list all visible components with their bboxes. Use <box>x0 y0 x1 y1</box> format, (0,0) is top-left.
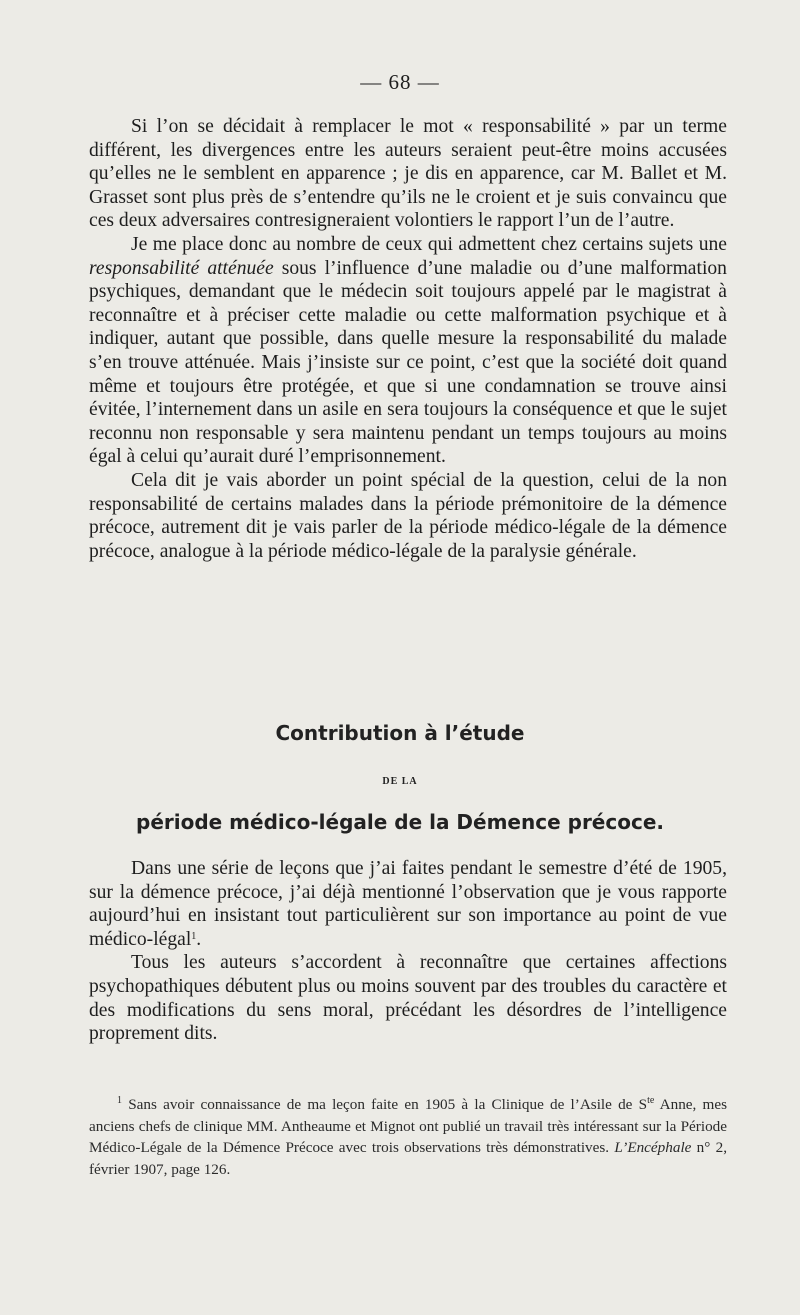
paragraph: Tous les auteurs s’accordent à reconnaître que certaines affections psychopathiques débutent plus ou moins souvent par des troubles du caractère et des modifications du sens moral, précédant les désordres de l’intelligence proprement dits. <box>89 952 727 1045</box>
section-heading-connector: DE LA <box>382 776 418 787</box>
paragraph-text: sous l’influence d’une maladie ou d’une malformation psychiques, demandant que le médecin soit toujours appelé par le magistrat à reconnaître et à préciser cette maladie ou cette malformation psychique et à indiquer, autant que possible, dans quelle mesure la responsabilité du malade s’en trouve atténuée. Mais j’insiste sur ce point, c’est que la société doit quand même et toujours être protégée, et que si une condamnation se trouve ainsi évitée, l’internement dans un asile en sera toujours la conséquence et que le sujet reconnu non responsable y sera maintenu pendant un temps toujours au moins égal à celui qu’aurait duré l’emprisonnement. <box>89 257 727 468</box>
footnote-marker: 1 <box>117 1095 122 1106</box>
paragraph-text: Je me place donc au nombre de ceux qui admettent chez certains sujets une <box>131 233 727 255</box>
italic-term: responsabilité atténuée <box>89 257 274 279</box>
body-text-top <box>89 115 727 563</box>
footnote-text: Anne, mes anciens chefs de clinique MM. Antheaume et Mignot ont publié un travail très intéressant sur la Période Médico-Légale de la Démence Précoce avec trois observations très démonstratives. <box>89 1096 727 1156</box>
paragraph: Si l’on se décidait à remplacer le mot « responsabilité » par un terme différent, les divergences entre les auteurs seraient peut-être moins accusées qu’elles ne le semblent en apparence ; je dis en apparence, car M. Ballet et M. Grasset sont plus près de s’entendre qu’ils ne le croient et je suis convaincu que ces deux adversaires contresigneraient volontiers le rapport l’un de l’autre. <box>89 116 727 232</box>
paragraph: Cela dit je vais aborder un point spécial de la question, celui de la non responsabilité de certains malades dans la période prémonitoire de la démence précoce, autrement dit je vais parler de la période médico-légale de la démence précoce, analogue à la période médico-légale de la paralysie générale. <box>89 469 727 562</box>
footnote-text: n° 2, février 1907, page 126. <box>89 1139 728 1178</box>
footnote <box>89 1094 727 1180</box>
journal-title: L’Encéphale <box>614 1139 692 1156</box>
paragraph <box>89 857 727 951</box>
footnote-reference[interactable]: 1 <box>191 930 197 942</box>
body-text-bottom <box>89 857 727 1046</box>
paragraph <box>89 233 727 469</box>
saint-abbreviation: te <box>647 1095 655 1106</box>
footnote-text: Sans avoir connaissance de ma leçon faite en 1905 à la Clinique de l’Asile de S <box>122 1096 648 1113</box>
section-heading: Contribution à l’étude <box>275 721 525 745</box>
section-subheading: période médico-légale de la Démence précoce. <box>136 810 664 834</box>
paragraph-text: Dans une série de leçons que j’ai faites pendant le semestre d’été de 1905, sur la démence précoce, j’ai déjà mentionné l’observation que je vous rapporte aujourd’hui en insistant tout particulièrent sur son importance au point de vue médico-légal <box>89 858 727 950</box>
paragraph-text: . <box>196 928 202 950</box>
page-number: — 68 — <box>360 70 440 94</box>
